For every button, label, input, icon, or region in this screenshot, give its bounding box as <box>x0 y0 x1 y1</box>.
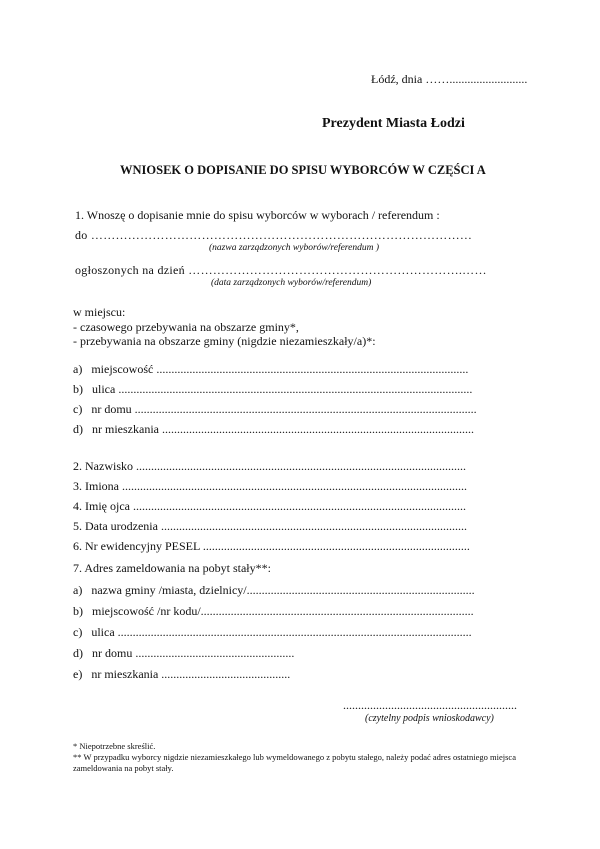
footnote-2-line1: ** W przypadku wyborcy nigdzie niezamieszkałego lub wymeldowanego z pobytu stałego, należy podać adres ostatniego miejsca <box>73 752 516 762</box>
residence-field-d[interactable] <box>73 422 474 437</box>
address-field-e[interactable] <box>73 667 290 682</box>
address-field-b[interactable] <box>73 604 474 619</box>
address-heading: 7. Adres zameldowania na pobyt stały**: <box>73 561 271 575</box>
field-letter: d) <box>73 646 83 660</box>
field-label: miejscowość ........................................................................................................ <box>91 362 469 376</box>
field-label: ulica ...................................................................................................................... <box>92 382 473 396</box>
field-letter: c) <box>73 625 83 639</box>
signature-line[interactable]: .......................................................... <box>343 698 517 712</box>
residence-heading: w miejscu: <box>73 305 126 319</box>
field-letter: e) <box>73 667 83 681</box>
address-field-c[interactable] <box>73 625 472 640</box>
election-date-field[interactable]: ogłoszonych na dzień ………………………………………………………….…… <box>75 263 487 277</box>
field-letter: b) <box>73 382 83 396</box>
election-name-hint: (nazwa zarządzonych wyborów/referendum ) <box>209 243 380 253</box>
residence-field-c[interactable] <box>73 402 477 417</box>
field-label: nazwa gminy /miasta, dzielnicy/............................................................................ <box>91 583 475 597</box>
surname-field[interactable]: 2. Nazwisko .............................................................................................................. <box>73 459 466 473</box>
field-letter: c) <box>73 402 83 416</box>
birth-date-field[interactable]: 5. Data urodzenia ...................................................................................................... <box>73 519 467 533</box>
field-label: nr mieszkania ........................................................................................................ <box>92 422 474 436</box>
pesel-field[interactable]: 6. Nr ewidencyjny PESEL ......................................................................................... <box>73 539 470 553</box>
residence-option-homeless[interactable]: - przebywania na obszarze gminy (nigdzie niezamieszkały/a)*: <box>73 334 376 348</box>
address-field-d[interactable] <box>73 646 294 661</box>
field-label: nr mieszkania ........................................... <box>91 667 291 681</box>
section1-intro: 1. Wnoszę o dopisanie mnie do spisu wyborców w wyborach / referendum : <box>75 208 440 222</box>
father-name-field[interactable]: 4. Imię ojca ............................................................................................................... <box>73 499 466 513</box>
footnote-1: * Niepotrzebne skreślić. <box>73 741 156 751</box>
signature-hint: (czytelny podpis wnioskodawcy) <box>365 713 494 724</box>
field-letter: d) <box>73 422 83 436</box>
field-label: nr domu ..................................................... <box>92 646 295 660</box>
footnote-2-line2: zameldowania na pobyt stały. <box>73 763 174 773</box>
field-label: ulica ...................................................................................................................... <box>91 625 472 639</box>
field-letter: a) <box>73 362 83 376</box>
page-title: WNIOSEK O DOPISANIE DO SPISU WYBORCÓW W CZĘŚCI A <box>120 163 486 177</box>
election-name-field[interactable]: do ………………………………………………………………………………… <box>75 228 473 242</box>
field-label: miejscowość /nr kodu/........................................................................................... <box>92 604 474 618</box>
address-field-a[interactable] <box>73 583 475 598</box>
residence-field-a[interactable] <box>73 362 468 377</box>
field-letter: b) <box>73 604 83 618</box>
residence-field-b[interactable] <box>73 382 472 397</box>
residence-option-temporary[interactable]: - czasowego przebywania na obszarze gminy*, <box>73 320 299 334</box>
first-names-field[interactable]: 3. Imiona ................................................................................................................... <box>73 479 467 493</box>
election-date-hint: (data zarządzonych wyborów/referendum) <box>211 278 372 288</box>
field-label: nr domu .................................................................................................................. <box>91 402 477 416</box>
date-line: Łódź, dnia …….......................... <box>371 72 528 86</box>
addressee: Prezydent Miasta Łodzi <box>322 116 465 131</box>
field-letter: a) <box>73 583 83 597</box>
